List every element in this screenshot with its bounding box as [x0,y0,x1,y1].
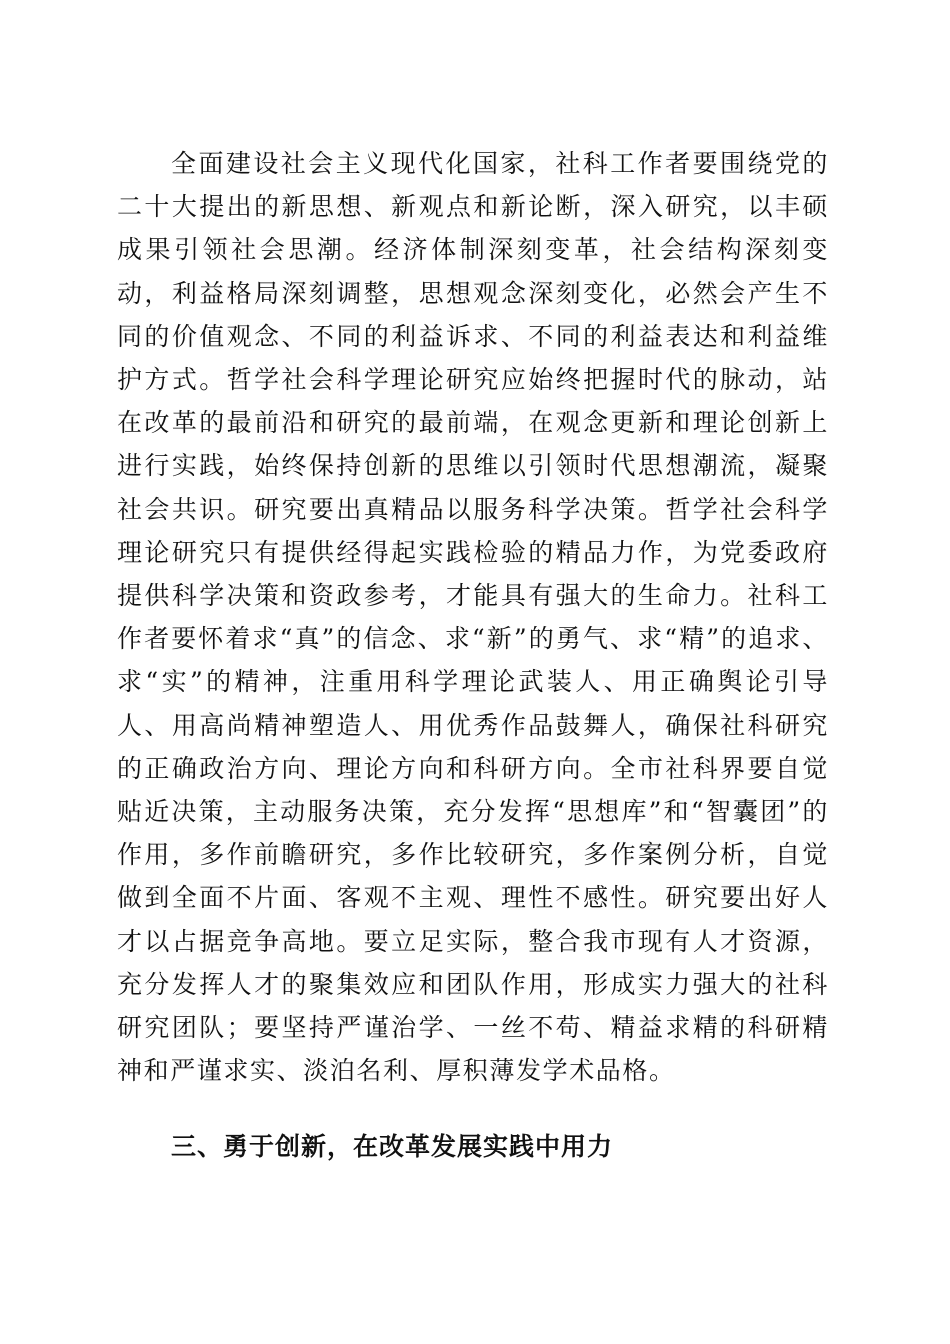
section-heading: 三、勇于创新，在改革发展实践中用力 [171,1132,614,1161]
body-paragraph: 全面建设社会主义现代化国家，社科工作者要围绕党的二十大提出的新思想、新观点和新论断，深入研究，以丰硕成果引领社会思潮。经济体制深刻变革，社会结构深刻变动，利益格局深刻调整，思想观念深刻变化，必然会产生不同的价值观念、不同的利益诉求、不同的利益表达和利益维护方式。哲学社会科学理论研究应始终把握时代的脉动，站在改革的最前沿和研究的最前端，在观念更新和理论创新上进行实践，始终保持创新的思维以引领时代思想潮流，凝聚社会共识。研究要出真精品以服务科学决策。哲学社会科学理论研究只有提供经得起实践检验的精品力作，为党委政府提供科学决策和资政参考，才能具有强大的生命力。社科工作者要怀着求“真”的信念、求“新”的勇气、求“精”的追求、求“实”的精神，注重用科学理论武装人、用正确舆论引导人、用高尚精神塑造人、用优秀作品鼓舞人，确保社科研究的正确政治方向、理论方向和科研方向。全市社科界要自觉贴近决策，主动服务决策，充分发挥“思想库”和“智囊团”的作用，多作前瞻研究，多作比较研究，多作案例分析，自觉做到全面不片面、客观不主观、理性不感性。研究要出好人才以占据竞争高地。要立足实际，整合我市现有人才资源，充分发挥人才的聚集效应和团队作用，形成实力强大的社科研究团队；要坚持严谨治学、一丝不苟、精益求精的科研精神和严谨求实、淡泊名利、厚积薄发学术品格。 [117,149,829,1086]
